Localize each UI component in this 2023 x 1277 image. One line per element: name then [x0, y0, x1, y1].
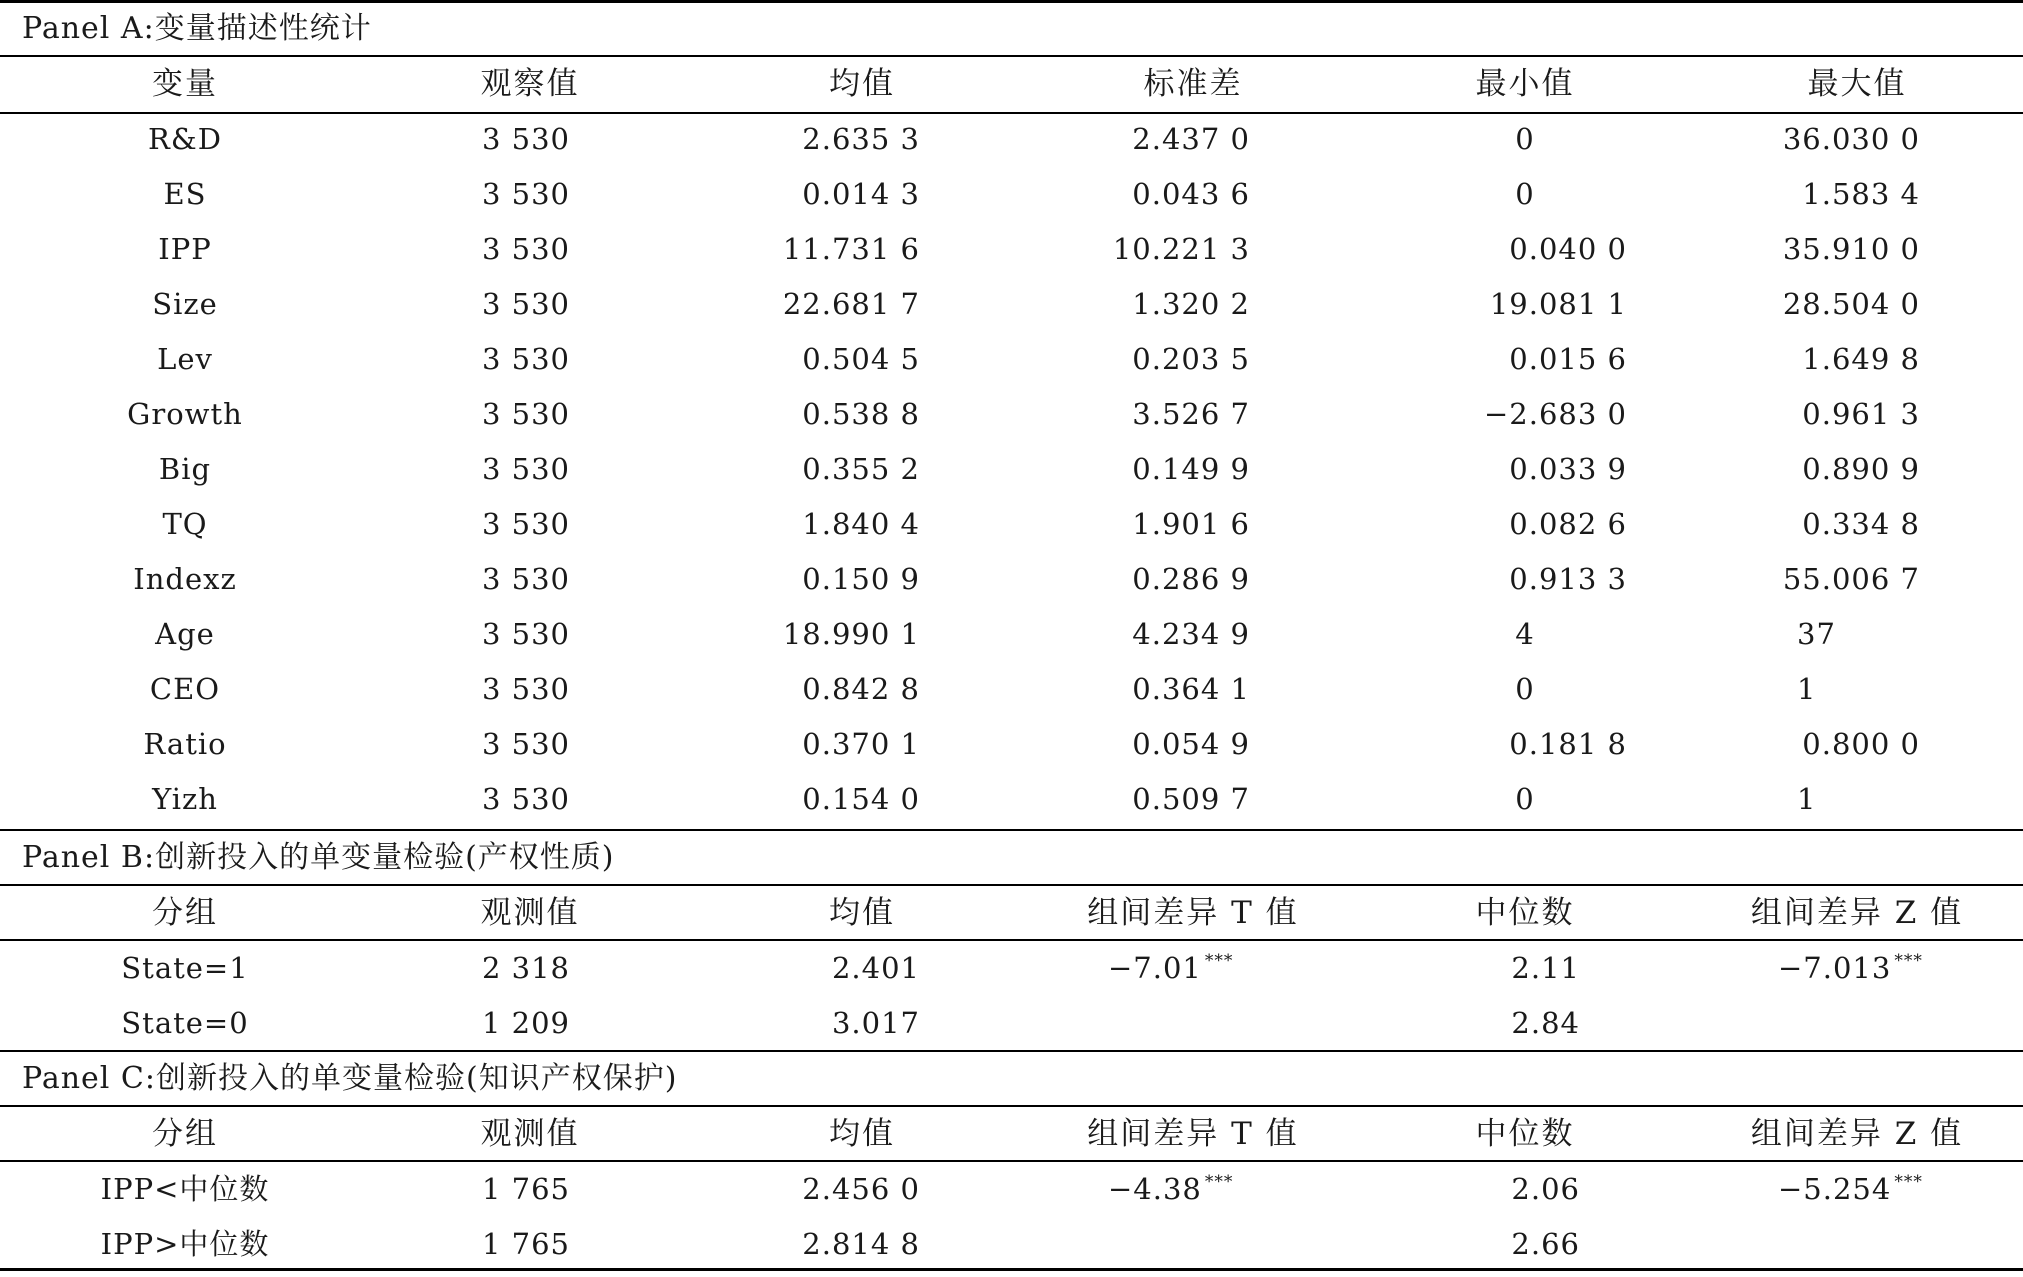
cell-median: 2.06 [1511, 1172, 1580, 1206]
cell-min: 0.040 0 [1509, 232, 1627, 266]
table-row [0, 497, 2023, 552]
cell-std-dev: 0.054 9 [1132, 727, 1250, 761]
header-z-value: 组间差异 Z 值 [1750, 895, 1964, 931]
table-row [0, 1162, 2023, 1217]
cell-observations: 1 765 [481, 1172, 570, 1206]
significance-marker: *** [1894, 951, 1923, 971]
cell-group: IPP<中位数 [100, 1172, 270, 1206]
cell-observations: 3 530 [481, 177, 570, 211]
significance-marker: *** [1894, 1172, 1923, 1192]
cell-std-dev: 10.221 3 [1112, 232, 1250, 266]
cell-min: 0.913 3 [1509, 562, 1627, 596]
cell-variable: R&D [148, 122, 222, 156]
panel-b-title: Panel B:创新投入的单变量检验(产权性质) [22, 840, 615, 875]
cell-observations: 3 530 [481, 287, 570, 321]
header-max: 最大值 [1807, 66, 1907, 102]
cell-min: 0 [1515, 782, 1535, 816]
cell-std-dev: 0.149 9 [1132, 452, 1250, 486]
panel-b-header-row [0, 886, 2023, 941]
table-row [0, 222, 2023, 277]
cell-max: 1 [1797, 672, 1817, 706]
cell-median: 2.84 [1511, 1006, 1580, 1040]
cell-std-dev: 2.437 0 [1132, 122, 1250, 156]
table-row [0, 112, 2023, 167]
cell-variable: Indexz [133, 562, 237, 596]
cell-variable: CEO [149, 672, 221, 706]
cell-min: −2.683 0 [1484, 397, 1627, 431]
cell-observations: 3 530 [481, 562, 570, 596]
cell-mean: 0.150 9 [802, 562, 920, 596]
cell-variable: Big [158, 452, 212, 486]
header-std-dev: 标准差 [1143, 66, 1243, 102]
cell-z-value [1778, 1217, 1998, 1272]
table-row [0, 277, 2023, 332]
cell-mean: 0.014 3 [802, 177, 920, 211]
significance-marker: *** [1204, 1172, 1234, 1192]
cell-mean: 11.731 6 [782, 232, 920, 266]
cell-std-dev: 1.901 6 [1132, 507, 1250, 541]
table-row [0, 332, 2023, 387]
panel-a-title: Panel A:变量描述性统计 [22, 11, 372, 46]
cell-z-value [1778, 941, 1998, 996]
cell-max: 0.800 0 [1802, 727, 1920, 761]
table-row [0, 941, 2023, 996]
z-value-text: −7.013 [1778, 951, 1892, 985]
header-z-value: 组间差异 Z 值 [1750, 1116, 1964, 1152]
cell-mean: 22.681 7 [782, 287, 920, 321]
cell-std-dev: 0.203 5 [1132, 342, 1250, 376]
cell-mean: 2.635 3 [802, 122, 920, 156]
cell-mean: 0.370 1 [802, 727, 920, 761]
header-observations: 观测值 [480, 1116, 580, 1152]
table-row [0, 772, 2023, 827]
cell-observations: 3 530 [481, 782, 570, 816]
table-row [0, 662, 2023, 717]
cell-mean: 0.538 8 [802, 397, 920, 431]
cell-observations: 3 530 [481, 397, 570, 431]
cell-max: 36.030 0 [1782, 122, 1920, 156]
cell-max: 1 [1797, 782, 1817, 816]
cell-observations: 3 530 [481, 452, 570, 486]
cell-variable: IPP [158, 232, 212, 266]
cell-observations: 3 530 [481, 232, 570, 266]
cell-variable: Ratio [143, 727, 227, 761]
cell-min: 0.181 8 [1509, 727, 1627, 761]
header-mean: 均值 [829, 66, 895, 102]
cell-median: 2.66 [1511, 1227, 1580, 1261]
cell-std-dev: 0.509 7 [1132, 782, 1250, 816]
cell-min: 0 [1515, 672, 1535, 706]
header-median: 中位数 [1475, 895, 1575, 931]
cell-max: 1.649 8 [1802, 342, 1920, 376]
cell-min: 19.081 1 [1489, 287, 1627, 321]
cell-max: 28.504 0 [1782, 287, 1920, 321]
header-t-value: 组间差异 T 值 [1087, 1116, 1299, 1152]
cell-variable: Lev [157, 342, 213, 376]
header-min: 最小值 [1475, 66, 1575, 102]
cell-t-value [1108, 1162, 1328, 1217]
table-row [0, 996, 2023, 1051]
cell-variable: Yizh [152, 782, 218, 816]
cell-observations: 1 765 [481, 1227, 570, 1261]
cell-group: State=0 [121, 1006, 249, 1040]
cell-t-value [1108, 1217, 1328, 1272]
header-median: 中位数 [1475, 1116, 1575, 1152]
z-value-text: −5.254 [1778, 1172, 1892, 1206]
cell-t-value [1108, 996, 1328, 1051]
cell-mean: 2.456 0 [802, 1172, 920, 1206]
panel-c-title: Panel C:创新投入的单变量检验(知识产权保护) [22, 1061, 678, 1096]
cell-mean: 0.842 8 [802, 672, 920, 706]
cell-min: 0 [1515, 177, 1535, 211]
cell-std-dev: 0.364 1 [1132, 672, 1250, 706]
cell-variable: ES [163, 177, 207, 211]
cell-max: 1.583 4 [1802, 177, 1920, 211]
table-row [0, 607, 2023, 662]
cell-observations: 3 530 [481, 727, 570, 761]
panel-c-header-row [0, 1107, 2023, 1162]
cell-min: 4 [1515, 617, 1535, 651]
significance-marker: *** [1204, 951, 1234, 971]
cell-std-dev: 3.526 7 [1132, 397, 1250, 431]
cell-mean: 1.840 4 [802, 507, 920, 541]
cell-mean: 3.017 [831, 1006, 920, 1040]
cell-mean: 18.990 1 [782, 617, 920, 651]
table-row [0, 552, 2023, 607]
header-mean: 均值 [829, 895, 895, 931]
cell-mean: 0.504 5 [802, 342, 920, 376]
header-mean: 均值 [829, 1116, 895, 1152]
t-value-text: −4.38 [1108, 1172, 1202, 1206]
cell-variable: TQ [162, 507, 208, 541]
cell-variable: Size [152, 287, 218, 321]
header-observations: 观测值 [480, 895, 580, 931]
cell-min: 0 [1515, 122, 1535, 156]
cell-observations: 3 530 [481, 342, 570, 376]
header-t-value: 组间差异 T 值 [1087, 895, 1299, 931]
panel-a-header-row [0, 57, 2023, 112]
cell-observations: 3 530 [481, 617, 570, 651]
cell-std-dev: 0.286 9 [1132, 562, 1250, 596]
cell-group: State=1 [121, 951, 249, 985]
cell-observations: 3 530 [481, 507, 570, 541]
cell-observations: 1 209 [481, 1006, 570, 1040]
cell-median: 2.11 [1511, 951, 1580, 985]
t-value-text: −7.01 [1108, 951, 1202, 985]
cell-z-value [1778, 1162, 1998, 1217]
cell-t-value [1108, 941, 1328, 996]
cell-std-dev: 0.043 6 [1132, 177, 1250, 211]
table-row [0, 442, 2023, 497]
header-group: 分组 [152, 1116, 218, 1152]
header-group: 分组 [152, 895, 218, 931]
table-row [0, 1217, 2023, 1272]
cell-z-value [1778, 996, 1998, 1051]
cell-variable: Age [155, 617, 215, 651]
cell-min: 0.033 9 [1509, 452, 1627, 486]
cell-observations: 3 530 [481, 672, 570, 706]
table-row [0, 167, 2023, 222]
cell-observations: 2 318 [481, 951, 570, 985]
table-row [0, 717, 2023, 772]
cell-min: 0.015 6 [1509, 342, 1627, 376]
cell-std-dev: 4.234 9 [1132, 617, 1250, 651]
cell-max: 37 [1797, 617, 1836, 651]
cell-max: 0.961 3 [1802, 397, 1920, 431]
cell-mean: 2.401 [831, 951, 920, 985]
header-variable: 变量 [152, 66, 218, 102]
cell-max: 0.334 8 [1802, 507, 1920, 541]
cell-std-dev: 1.320 2 [1132, 287, 1250, 321]
cell-observations: 3 530 [481, 122, 570, 156]
cell-mean: 0.355 2 [802, 452, 920, 486]
cell-min: 0.082 6 [1509, 507, 1627, 541]
cell-mean: 2.814 8 [802, 1227, 920, 1261]
cell-max: 35.910 0 [1782, 232, 1920, 266]
cell-mean: 0.154 0 [802, 782, 920, 816]
cell-max: 0.890 9 [1802, 452, 1920, 486]
header-observations: 观察值 [480, 66, 580, 102]
cell-variable: Growth [127, 397, 243, 431]
table-row [0, 387, 2023, 442]
cell-group: IPP>中位数 [100, 1227, 270, 1261]
cell-max: 55.006 7 [1782, 562, 1920, 596]
